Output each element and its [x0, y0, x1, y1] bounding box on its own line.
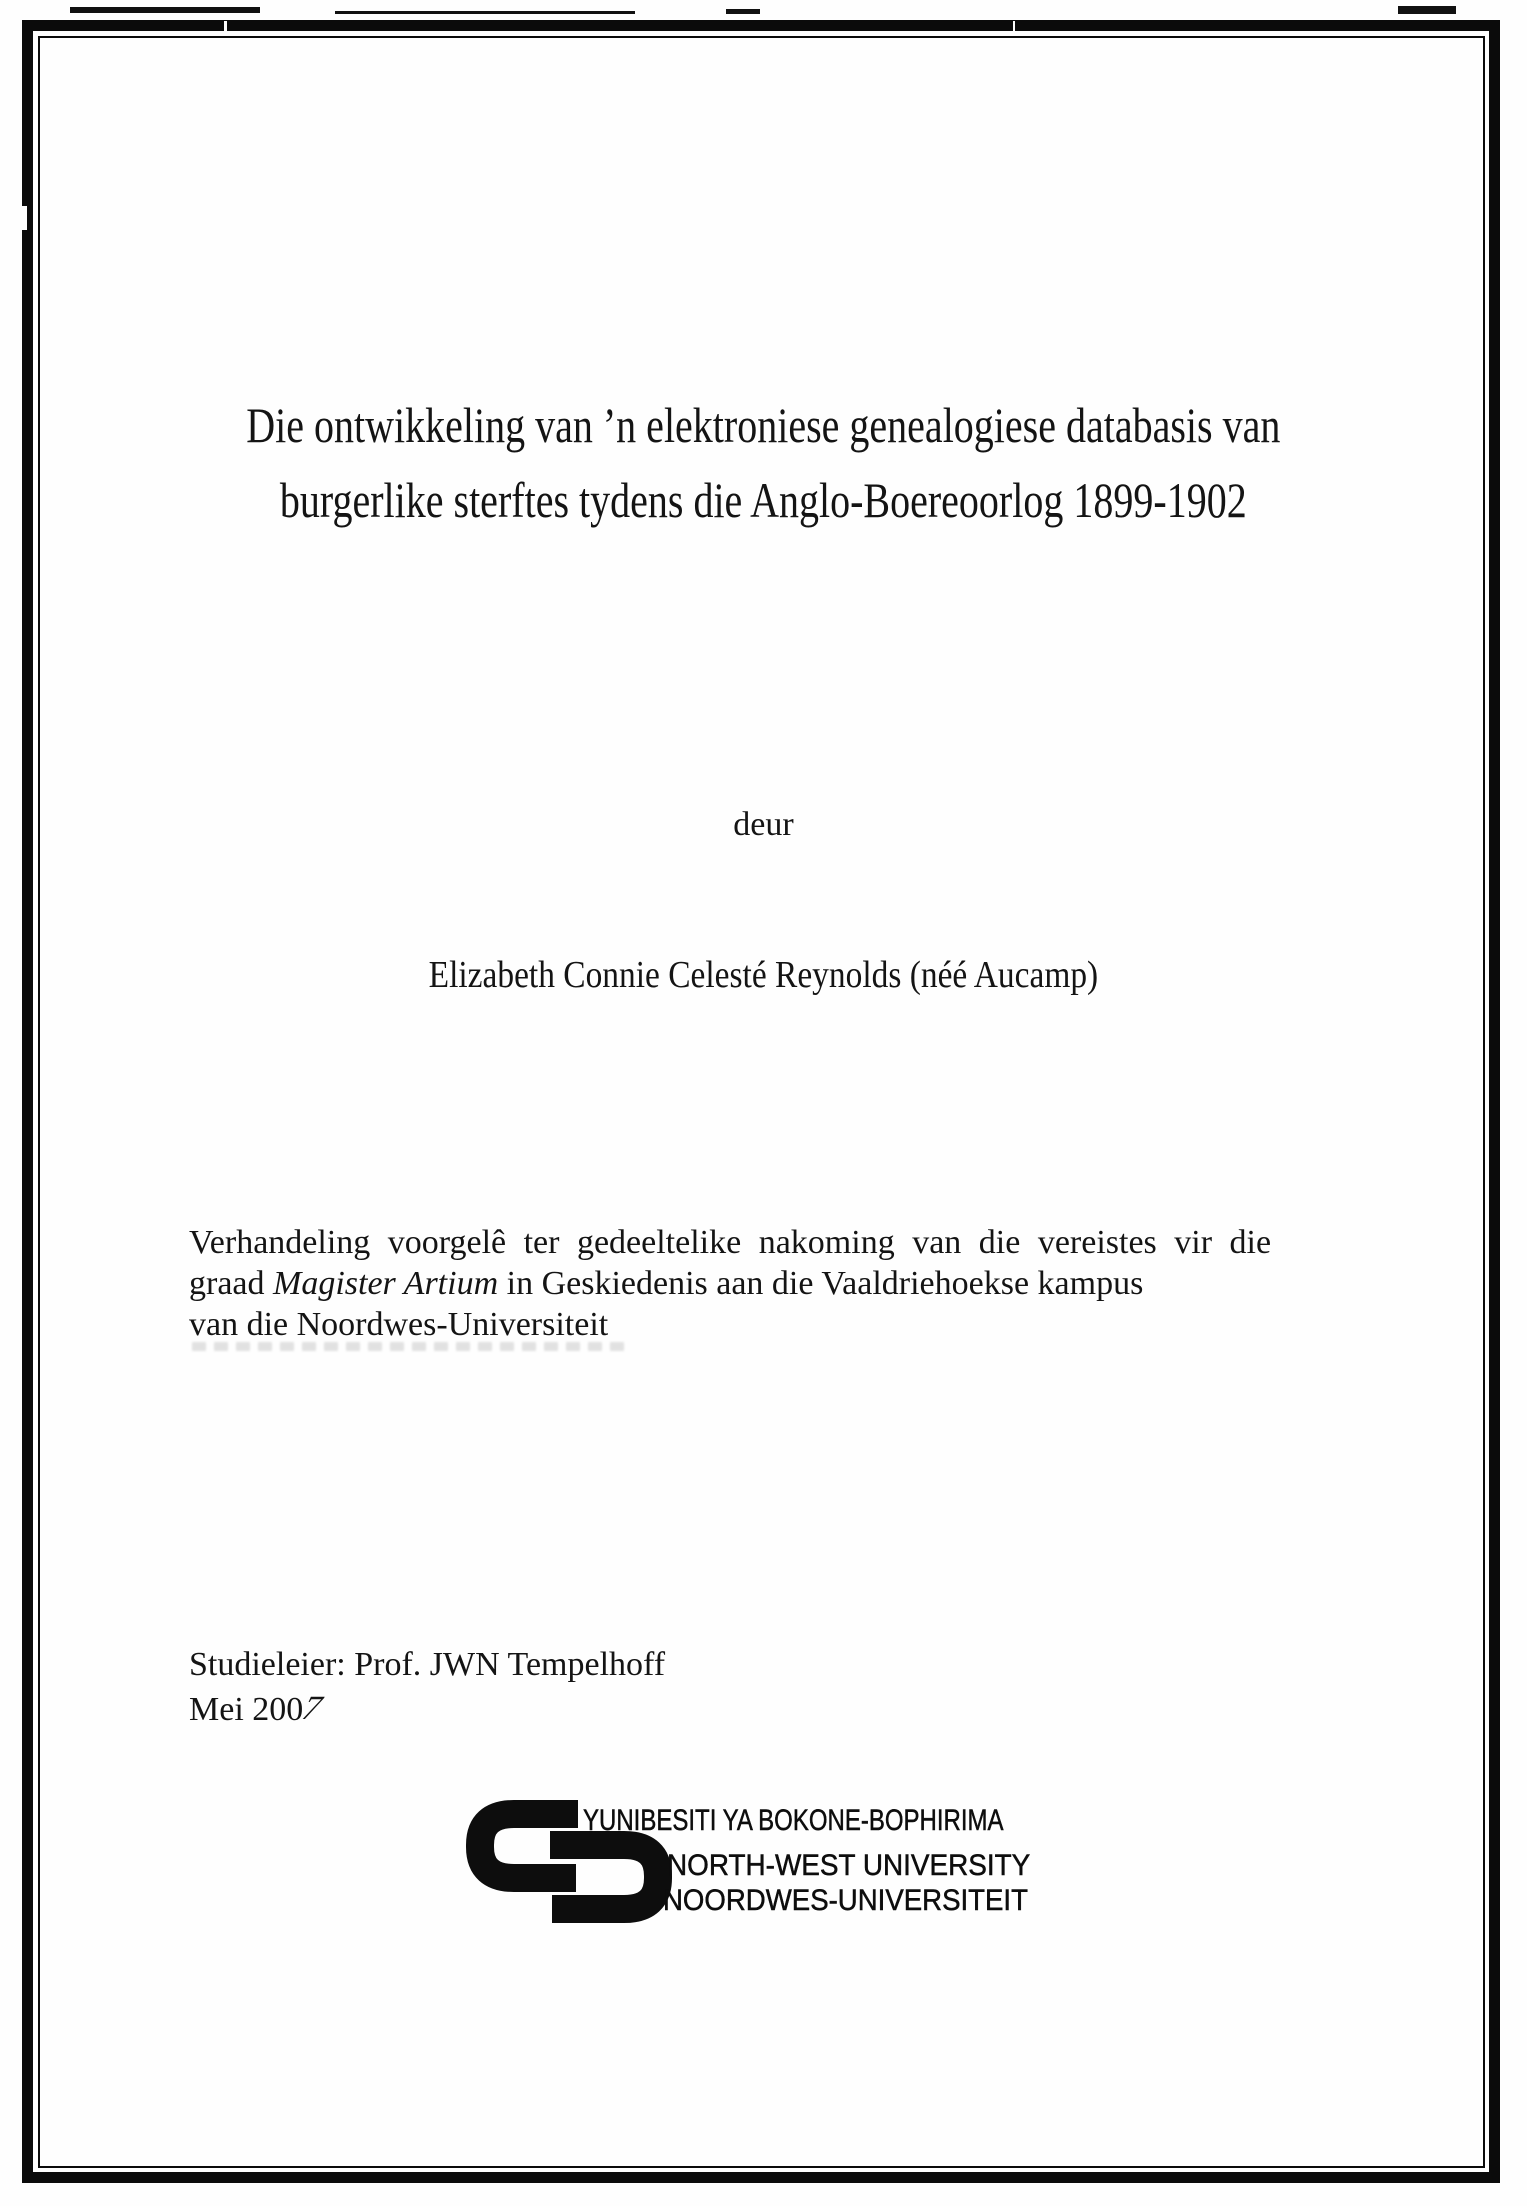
date-prefix: Mei 200: [189, 1691, 304, 1728]
scan-artifact: [1398, 6, 1456, 14]
logo-text-line-1-text: YUNIBESITI YA BOKONE-BOPHIRIMA: [583, 1804, 1004, 1837]
thesis-title-line-1: [0, 397, 1527, 453]
logo-text-line-2: [667, 1851, 1058, 1881]
date-last-digit: 7: [295, 1690, 329, 1727]
scan-artifact: [726, 9, 760, 14]
statement-line-2: [189, 1263, 1354, 1304]
scan-nick: [21, 206, 27, 230]
scan-artifact: [335, 11, 635, 14]
degree-name: Magister Artium: [273, 1265, 499, 1302]
logo-text-line-3-text: NOORDWES-UNIVERSITEIT: [663, 1884, 1028, 1917]
statement-line-1: Verhandeling voorgelê ter gedeeltelike nakoming van die vereistes vir die: [189, 1224, 1272, 1261]
logo-text-line-3: [663, 1886, 1060, 1916]
thesis-statement: [189, 1222, 1354, 1345]
statement-line-2-pre: graad: [189, 1265, 274, 1302]
statement-line-3: van die Noordwes-Universiteit: [189, 1306, 609, 1343]
supervisor-block: [189, 1642, 665, 1732]
author-name: [0, 956, 1527, 994]
statement-line-2-post: in Geskiedenis aan die Vaaldriehoekse kampus: [498, 1265, 1144, 1302]
scan-nick: [1013, 21, 1015, 32]
logo-text-line-1: [583, 1806, 1109, 1836]
thesis-title-line-2: [0, 472, 1527, 528]
thesis-title-line-2-text: burgerlike sterftes tydens die Anglo-Boereoorlog 1899-1902: [280, 472, 1247, 528]
author-name-text: Elizabeth Connie Celesté Reynolds (néé Aucamp): [428, 954, 1099, 996]
scan-artifact: [70, 7, 260, 13]
byline-label: deur: [733, 806, 794, 843]
university-logo: [466, 1800, 1106, 1940]
thesis-title-line-1-text: Die ontwikkeling van ’n elektroniese genealogiese databasis van: [246, 397, 1281, 453]
date-line: [189, 1687, 665, 1732]
supervisor-line: Studieleier: Prof. JWN Tempelhoff: [189, 1646, 666, 1683]
scan-nick: [224, 21, 227, 32]
logo-text-line-2-text: NORTH-WEST UNIVERSITY: [667, 1849, 1031, 1882]
